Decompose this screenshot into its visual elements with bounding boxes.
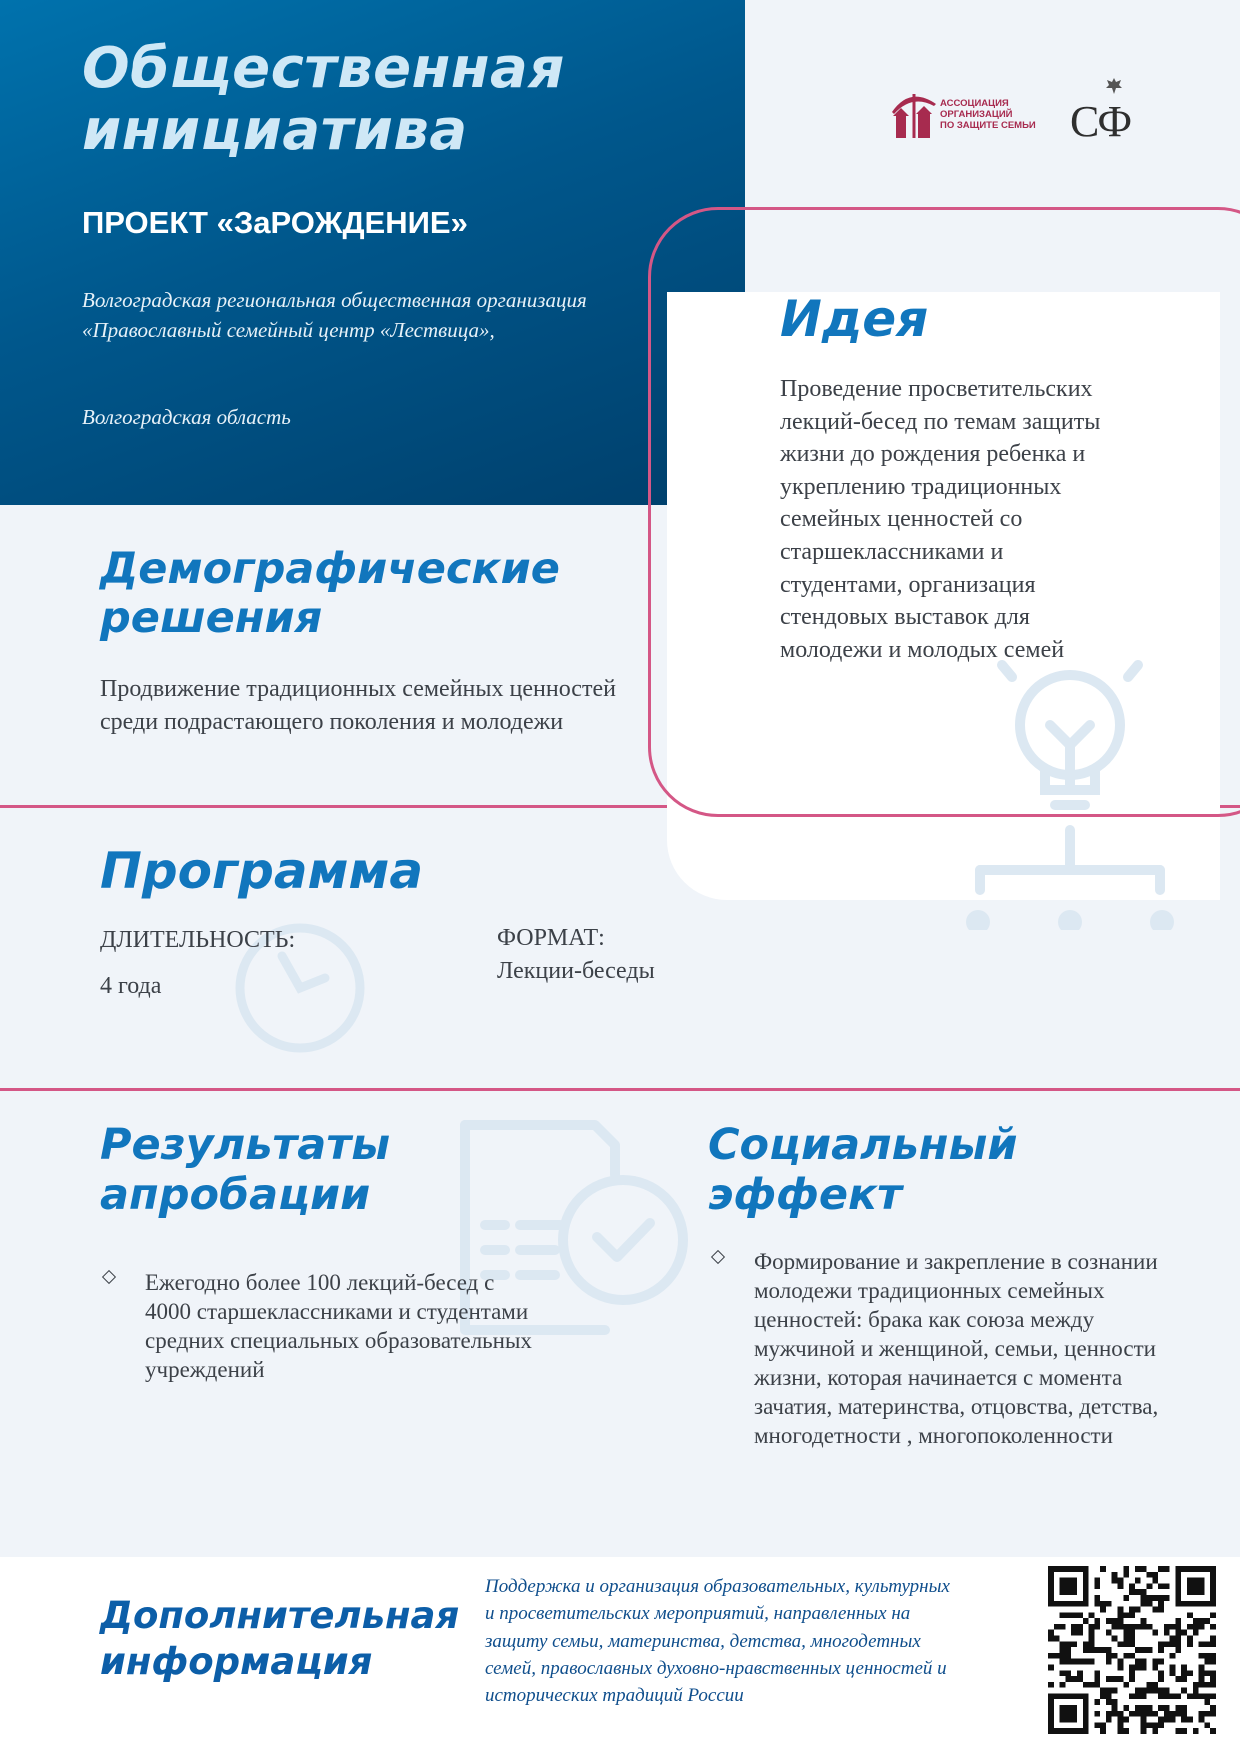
bullet-icon (711, 1250, 725, 1264)
format-label: ФОРМАТ: (497, 925, 605, 951)
organization-name: Волгоградская региональная общественная организация «Православный семейный центр «Лествица», (82, 288, 587, 342)
hero-title (82, 38, 565, 162)
duration-label: ДЛИТЕЛЬНОСТЬ: (100, 927, 296, 953)
idea-title: Идея (780, 290, 929, 348)
project-name: ПРОЕКТ «ЗаРОЖДЕНИЕ» (82, 205, 468, 240)
results-item: Ежегодно более 100 лекций-бесед с 4000 старшеклассниками и студентами средних специальных образовательных учреждений (145, 1270, 532, 1382)
duration-value: 4 года (100, 973, 162, 999)
divider (0, 805, 667, 808)
hero-title-line1: Общественная (82, 36, 565, 101)
social-effect-title: Социальный эффект (708, 1120, 1018, 1220)
idea-text: Проведение просветительских лекций-бесед по темам защиты жизни до рождения ребенка и укреплению традиционных семейных ценностей со старшеклассниками и студентами, организация стендовых выставок для молодежи и молодых семей (780, 376, 1101, 663)
sf-logo-text: СФ (1070, 97, 1131, 146)
eagle-emblem-icon (1104, 76, 1124, 96)
federation-council-logo (1068, 76, 1148, 146)
association-logo (890, 86, 1040, 140)
additional-info-text: Поддержка и организация образовательных, культурных и просветительских мероприятий, направленных на защиту семьи, материнства, детства, многодетных семей, православных духовно-нравственных ценностей и исторических традиций России (485, 1576, 950, 1707)
hero-title-line2: инициатива (82, 98, 468, 163)
bullet-icon (102, 1270, 116, 1284)
association-logo-text: АССОЦИАЦИЯ ОРГАНИЗАЦИЙ ПО ЗАЩИТЕ СЕМЬИ (940, 98, 1036, 131)
umbrella-house-icon (890, 86, 938, 140)
demographic-title: Демографические решения (100, 544, 560, 643)
additional-info-title: Дополнительная информация (100, 1594, 460, 1683)
results-title: Результаты апробации (100, 1120, 391, 1220)
demographic-text: Продвижение традиционных семейных ценностей среди подрастающего поколения и молодежи (100, 676, 616, 735)
lightbulb-icon (950, 630, 1190, 930)
region-name: Волгоградская область (82, 405, 291, 429)
format-value: Лекции-беседы (497, 958, 655, 984)
divider (0, 1088, 1240, 1091)
divider (1220, 805, 1240, 808)
social-effect-item: Формирование и закрепление в сознании молодежи традиционных семейных ценностей: брака как союза между мужчиной и женщиной, семьи, ценности жизни, которая начинается с момента зачатия, материнства, отцовства, детства, многодетности , многопоколенности (754, 1249, 1159, 1448)
program-title: Программа (100, 842, 424, 900)
qr-code[interactable] (1048, 1566, 1216, 1734)
